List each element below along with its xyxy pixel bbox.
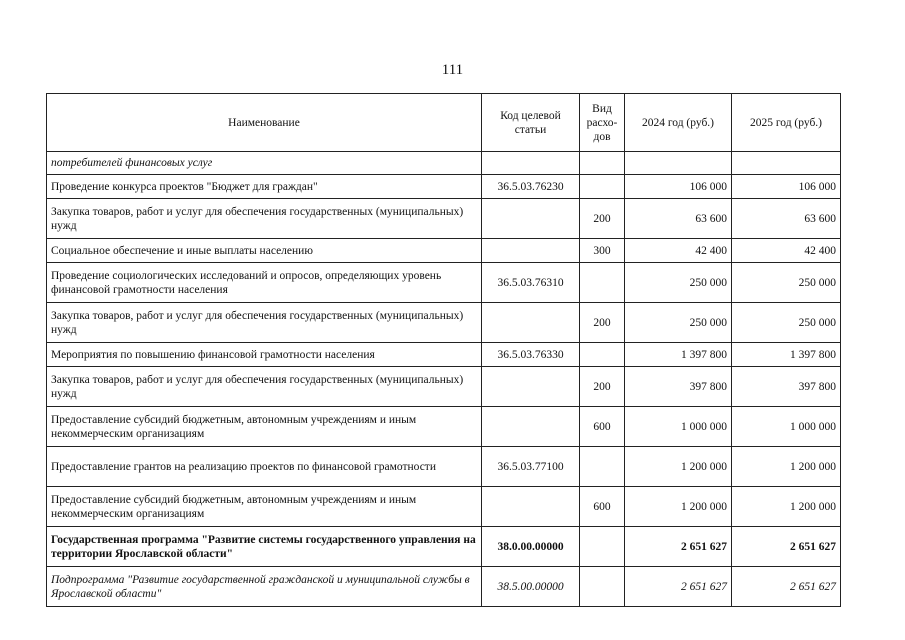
row-name-cell: Предоставление субсидий бюджетным, автономным учреждениям и иным некоммерческим организациям bbox=[47, 407, 482, 447]
budget-table bbox=[46, 93, 841, 607]
row-type-cell: 600 bbox=[580, 487, 625, 527]
header-name: Наименование bbox=[47, 94, 482, 152]
row-name-cell: Закупка товаров, работ и услуг для обеспечения государственных (муниципальных) нужд bbox=[47, 303, 482, 343]
table-row bbox=[47, 303, 841, 343]
row-type-cell: 600 bbox=[580, 407, 625, 447]
row-type-cell: 200 bbox=[580, 367, 625, 407]
row-2025-cell: 2 651 627 bbox=[732, 567, 841, 607]
row-name-cell: Проведение конкурса проектов "Бюджет для граждан" bbox=[47, 175, 482, 199]
row-2025-cell bbox=[732, 152, 841, 175]
row-name-cell: Подпрограмма "Развитие государственной гражданской и муниципальной службы в Ярославской области" bbox=[47, 567, 482, 607]
row-name-cell: Закупка товаров, работ и услуг для обеспечения государственных (муниципальных) нужд bbox=[47, 199, 482, 239]
row-type-cell bbox=[580, 447, 625, 487]
row-type-cell bbox=[580, 152, 625, 175]
row-2025-cell: 1 200 000 bbox=[732, 447, 841, 487]
row-code-cell bbox=[482, 199, 580, 239]
row-type-cell bbox=[580, 175, 625, 199]
row-2024-cell: 250 000 bbox=[625, 263, 732, 303]
row-name-cell: Государственная программа "Развитие системы государственного управления на территории Ярославской области" bbox=[47, 527, 482, 567]
row-2024-cell: 106 000 bbox=[625, 175, 732, 199]
row-name-cell: Проведение социологических исследований и опросов, определяющих уровень финансовой грамотности населения bbox=[47, 263, 482, 303]
row-2025-cell: 1 397 800 bbox=[732, 343, 841, 367]
row-type-cell bbox=[580, 527, 625, 567]
row-2025-cell: 106 000 bbox=[732, 175, 841, 199]
table-row bbox=[47, 175, 841, 199]
row-2024-cell: 397 800 bbox=[625, 367, 732, 407]
table-row bbox=[47, 487, 841, 527]
page-number: 111 bbox=[441, 62, 464, 78]
row-2025-cell: 63 600 bbox=[732, 199, 841, 239]
table-row bbox=[47, 367, 841, 407]
row-2024-cell: 63 600 bbox=[625, 199, 732, 239]
header-code: Код целевой статьи bbox=[482, 94, 580, 152]
row-2024-cell: 1 200 000 bbox=[625, 487, 732, 527]
row-name-cell: Предоставление грантов на реализацию проектов по финансовой грамотности bbox=[47, 447, 482, 487]
row-2025-cell: 1 000 000 bbox=[732, 407, 841, 447]
row-name-cell: Социальное обеспечение и иные выплаты населению bbox=[47, 239, 482, 263]
row-code-cell: 36.5.03.77100 bbox=[482, 447, 580, 487]
row-type-cell bbox=[580, 343, 625, 367]
row-type-cell: 200 bbox=[580, 199, 625, 239]
header-2024: 2024 год (руб.) bbox=[625, 94, 732, 152]
row-code-cell bbox=[482, 303, 580, 343]
row-name-cell: потребителей финансовых услуг bbox=[47, 152, 482, 175]
table-row bbox=[47, 567, 841, 607]
table-row bbox=[47, 263, 841, 303]
row-2025-cell: 250 000 bbox=[732, 263, 841, 303]
row-type-cell bbox=[580, 263, 625, 303]
row-2024-cell: 250 000 bbox=[625, 303, 732, 343]
row-code-cell bbox=[482, 367, 580, 407]
row-2024-cell: 2 651 627 bbox=[625, 567, 732, 607]
row-code-cell: 36.5.03.76230 bbox=[482, 175, 580, 199]
row-name-cell: Предоставление субсидий бюджетным, автономным учреждениям и иным некоммерческим организациям bbox=[47, 487, 482, 527]
table-row bbox=[47, 527, 841, 567]
row-code-cell bbox=[482, 487, 580, 527]
row-2024-cell: 1 200 000 bbox=[625, 447, 732, 487]
row-2025-cell: 1 200 000 bbox=[732, 487, 841, 527]
table-header-row bbox=[47, 94, 841, 152]
table-row bbox=[47, 447, 841, 487]
table-row bbox=[47, 343, 841, 367]
row-type-cell: 300 bbox=[580, 239, 625, 263]
header-type: Вид расхо-дов bbox=[580, 94, 625, 152]
row-2025-cell: 42 400 bbox=[732, 239, 841, 263]
row-code-cell: 38.5.00.00000 bbox=[482, 567, 580, 607]
row-name-cell: Мероприятия по повышению финансовой грамотности населения bbox=[47, 343, 482, 367]
table-row bbox=[47, 199, 841, 239]
table-body bbox=[47, 152, 841, 607]
row-2025-cell: 397 800 bbox=[732, 367, 841, 407]
row-code-cell bbox=[482, 152, 580, 175]
row-code-cell: 38.0.00.00000 bbox=[482, 527, 580, 567]
row-code-cell bbox=[482, 239, 580, 263]
row-2025-cell: 2 651 627 bbox=[732, 527, 841, 567]
row-name-cell: Закупка товаров, работ и услуг для обеспечения государственных (муниципальных) нужд bbox=[47, 367, 482, 407]
header-2025: 2025 год (руб.) bbox=[732, 94, 841, 152]
row-type-cell bbox=[580, 567, 625, 607]
row-2024-cell: 1 000 000 bbox=[625, 407, 732, 447]
row-code-cell bbox=[482, 407, 580, 447]
row-2024-cell bbox=[625, 152, 732, 175]
table-row bbox=[47, 407, 841, 447]
row-type-cell: 200 bbox=[580, 303, 625, 343]
row-2024-cell: 2 651 627 bbox=[625, 527, 732, 567]
table-row bbox=[47, 239, 841, 263]
row-2025-cell: 250 000 bbox=[732, 303, 841, 343]
row-code-cell: 36.5.03.76330 bbox=[482, 343, 580, 367]
table-row bbox=[47, 152, 841, 175]
row-2024-cell: 1 397 800 bbox=[625, 343, 732, 367]
row-code-cell: 36.5.03.76310 bbox=[482, 263, 580, 303]
row-2024-cell: 42 400 bbox=[625, 239, 732, 263]
